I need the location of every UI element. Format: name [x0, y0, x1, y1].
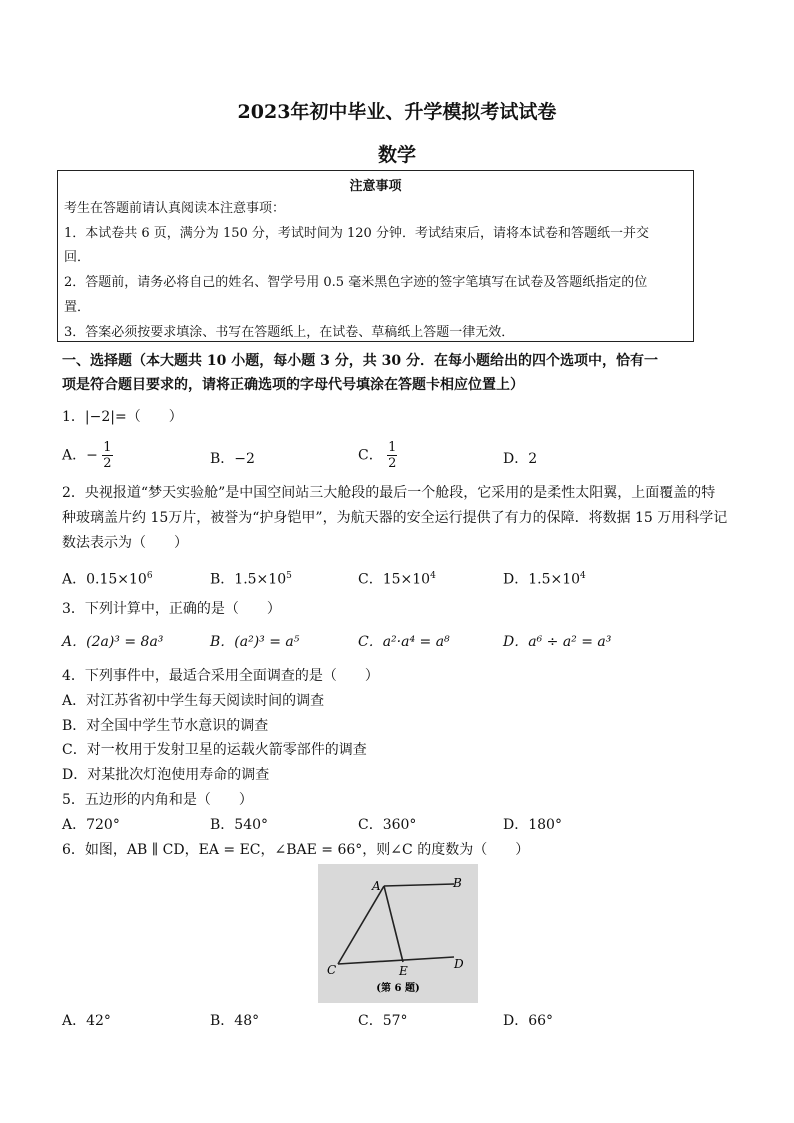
label-c: C — [327, 963, 337, 977]
q2-option-a — [62, 567, 153, 589]
q1-number: 1． — [62, 409, 85, 425]
q1-option-c — [358, 440, 397, 471]
label-d: D — [454, 957, 464, 971]
q2-option-c-exponent: 4 — [430, 571, 436, 581]
label-a: A — [372, 879, 381, 893]
section-1-line-2: 项是符合题目要求的，请将正确选项的字母代号填涂在答题卡相应位置上） — [62, 377, 524, 393]
q6-option-a: A．42° — [62, 1013, 111, 1029]
segment-cd — [338, 957, 454, 964]
q2-option-c-text: C．15×10 — [358, 571, 431, 588]
q2-line-3: 数法表示为（ ） — [62, 535, 188, 551]
q3-option-a: A．(2a)³ = 8a³ — [62, 634, 164, 650]
q3-stem: 3．下列计算中，正确的是（ ） — [62, 601, 281, 617]
subject-heading: 数学 — [377, 144, 416, 166]
q4-stem: 4．下列事件中，最适合采用全面调查的是（ ） — [62, 668, 379, 684]
fraction-numerator: 1 — [388, 440, 397, 455]
fraction-numerator: 1 — [103, 440, 112, 455]
q5-option-b: B．540° — [210, 817, 269, 833]
q3-option-d: D．a⁶ ÷ a² = a³ — [503, 634, 612, 650]
q2-option-a-exponent: 6 — [146, 571, 153, 581]
q5-stem: 5．五边形的内角和是（ ） — [62, 792, 253, 808]
notice-item-1-line-2: 回． — [64, 250, 91, 265]
q5-option-c: C．360° — [358, 817, 417, 833]
q4-option-d: D．对某批次灯泡使用寿命的调查 — [62, 767, 270, 783]
notice-heading: 注意事项 — [349, 179, 402, 194]
q3-option-c: C．a²·a⁴ = a⁸ — [358, 634, 450, 650]
q2-option-d-text: D．1.5×10 — [503, 571, 581, 588]
q1-abs-value: |−2| — [84, 409, 115, 425]
notice-box — [57, 170, 694, 342]
label-e: E — [399, 964, 408, 978]
segment-ae — [384, 886, 403, 962]
q5-option-a: A．720° — [62, 817, 120, 833]
label-b: B — [453, 876, 462, 890]
q2-option-a-text: A．0.15×10 — [62, 571, 147, 588]
notice-item-3: 3．答案必须按要求填涂、书写在答题纸上，在试卷、草稿纸上答题一律无效． — [64, 325, 515, 340]
q2-option-b — [210, 567, 292, 589]
question-1-stem — [62, 408, 183, 426]
q2-option-d-exponent: 4 — [580, 571, 586, 581]
q2-option-c — [358, 567, 436, 589]
q1-option-a-fraction — [102, 440, 112, 471]
q1-option-c-fraction — [387, 440, 397, 471]
q6-geometry-diagram — [318, 864, 478, 1003]
q4-option-a: A．对江苏省初中学生每天阅读时间的调查 — [62, 693, 325, 709]
q1-option-a — [62, 440, 113, 471]
exam-title: 2023年初中毕业、升学模拟考试试卷 — [237, 101, 557, 123]
q2-option-b-exponent: 5 — [286, 571, 292, 581]
notice-item-2-line-1: 2．答题前，请务必将自己的姓名、智学号用 0.5 毫米黑色字迹的签字笔填写在试卷及答题纸指定的位 — [64, 275, 648, 290]
q1-option-c-label: C． — [358, 447, 383, 464]
q4-option-b: B．对全国中学生节水意识的调查 — [62, 718, 269, 734]
q2-option-b-text: B．1.5×10 — [210, 571, 287, 588]
fraction-denominator: 2 — [103, 456, 112, 471]
notice-item-1-line-1: 1．本试卷共 6 页，满分为 150 分，考试时间为 120 分钟．考试结束后，请将本试卷和答题纸一并交 — [64, 226, 649, 241]
q6-option-c: C．57° — [358, 1013, 408, 1029]
q5-option-d: D．180° — [503, 817, 562, 833]
q6-stem: 6．如图，AB ∥ CD，EA = EC，∠BAE = 66°，则∠C 的度数为（ ） — [62, 842, 530, 858]
figure-caption: (第 6 题) — [376, 983, 420, 994]
section-1-line-1: 一、选择题（本大题共 10 小题，每小题 3 分，共 30 分．在每小题给出的四个选项中，恰有一 — [62, 353, 658, 369]
q4-option-c: C．对一枚用于发射卫星的运载火箭零部件的调查 — [62, 742, 367, 758]
q6-option-d: D．66° — [503, 1013, 554, 1029]
q3-option-b: B．(a²)³ = a⁵ — [210, 634, 300, 650]
notice-item-2-line-2: 置． — [64, 300, 91, 315]
q1-stem-suffix: =（ ） — [115, 409, 183, 425]
q1-option-a-label: A．− — [62, 447, 98, 464]
q1-option-b: B．−2 — [210, 451, 255, 467]
q6-option-b: B．48° — [210, 1013, 260, 1029]
segment-ac — [338, 886, 384, 964]
q6-figure — [318, 864, 478, 1003]
q1-option-d: D．2 — [503, 451, 538, 467]
q2-line-2: 种玻璃盖片约 15万片，被誉为“护身铠甲”，为航天器的安全运行提供了有力的保障．将数据 15 万用科学记 — [62, 510, 728, 526]
q2-option-d — [503, 567, 586, 589]
q2-line-1: 2．央视报道“梦天实验舱”是中国空间站三大舱段的最后一个舱段，它采用的是柔性太阳翼，上面覆盖的特 — [62, 485, 716, 501]
segment-ab — [384, 884, 454, 886]
notice-intro: 考生在答题前请认真阅读本注意事项： — [64, 201, 286, 216]
fraction-denominator: 2 — [388, 456, 397, 471]
